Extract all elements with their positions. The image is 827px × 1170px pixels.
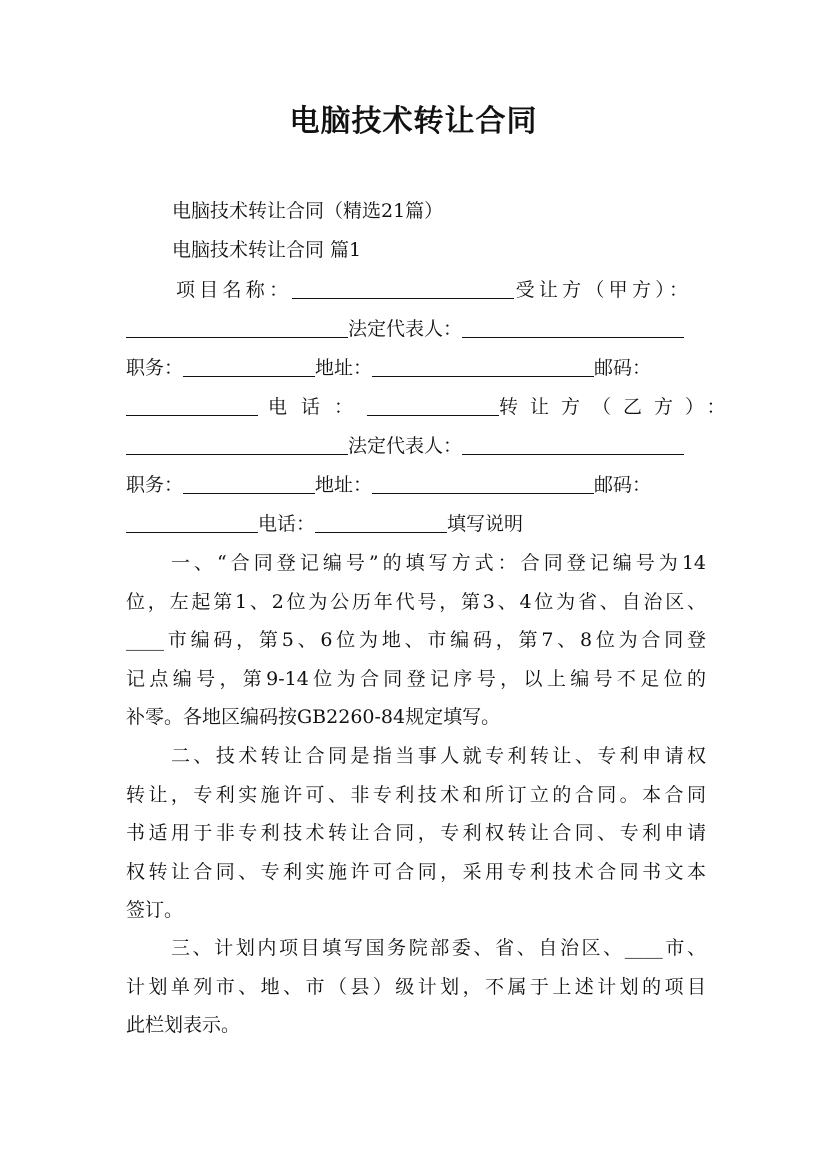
paragraph-line: 补零。各地区编码按GB2260-84规定填写。 [126,706,501,728]
legal-rep-blank[interactable] [462,317,684,338]
phone-label: 电话： [268,396,368,418]
paragraph-2 [126,737,706,930]
assignee-label: 受让方（甲方）： [514,279,691,301]
phone-blank[interactable] [367,395,499,416]
paragraph-line: ____市编码，第5、6位为地、市编码，第7、8位为合同登 [126,629,706,651]
postcode-label: 邮码： [594,357,652,379]
paragraph-line: 二、技术转让合同是指当事人就专利转让、专利申请权 [171,745,706,767]
document-title: 电脑技术转让合同 [289,104,538,139]
legal-rep-blank-2[interactable] [462,434,684,455]
paragraph-line: 此栏划表示。 [126,1014,241,1036]
form-line-5 [126,431,706,461]
form-line-3 [126,353,706,383]
paragraph-3 [126,929,706,1045]
paragraph-line: 计划单列市、地、市（县）级计划，不属于上述计划的项目 [126,975,706,998]
form-line-1 [176,275,691,305]
position-label: 职务： [126,357,184,379]
paragraph-line: 位，左起第1、2位为公历年代号，第3、4位为省、自治区、 [126,590,706,613]
address-label-2: 地址： [315,474,373,496]
instructions-label: 填写说明 [447,513,524,535]
postcode-label-2: 邮码： [594,474,652,496]
position-blank[interactable] [183,356,315,377]
phone-label-2: 电话： [258,513,316,535]
form-line-4 [126,392,738,422]
address-blank-2[interactable] [372,473,594,494]
intro-line-1: 电脑技术转让合同（精选21篇） [172,200,444,222]
assignor-blank[interactable] [126,434,348,455]
position-label-2: 职务： [126,474,184,496]
project-name-label: 项目名称： [176,279,293,301]
form-line-2 [126,314,706,344]
phone-blank-2[interactable] [315,512,447,533]
paragraph-line: 一、“合同登记编号”的填写方式：合同登记编号为14 [171,552,706,574]
address-label: 地址： [315,357,373,379]
paragraph-line: 书适用于非专利技术转让合同，专利权转让合同、专利申请 [126,822,706,844]
paragraph-line: 签订。 [126,899,184,921]
paragraph-line: 权转让合同、专利实施许可合同，采用专利技术合同书文本 [126,860,706,883]
project-name-blank[interactable] [292,278,514,299]
postcode-blank-2[interactable] [126,512,258,533]
paragraph-line: 转让，专利实施许可、非专利技术和所订立的合同。本合同 [126,783,706,806]
form-line-7 [126,509,706,539]
assignor-label: 转让方（乙方）： [499,396,738,418]
legal-rep-label-2: 法定代表人： [348,435,463,457]
position-blank-2[interactable] [183,473,315,494]
paragraph-1 [126,544,706,737]
form-line-6 [126,470,706,500]
postcode-blank[interactable] [126,395,258,416]
paragraph-line: 三、计划内项目填写国务院部委、省、自治区、____市、 [171,937,706,959]
intro-line-2: 电脑技术转让合同 篇1 [172,239,362,261]
address-blank[interactable] [372,356,594,377]
assignee-blank[interactable] [126,317,348,338]
legal-rep-label: 法定代表人： [348,318,463,340]
paragraph-line: 记点编号，第9-14位为合同登记序号，以上编号不足位的 [126,667,706,690]
